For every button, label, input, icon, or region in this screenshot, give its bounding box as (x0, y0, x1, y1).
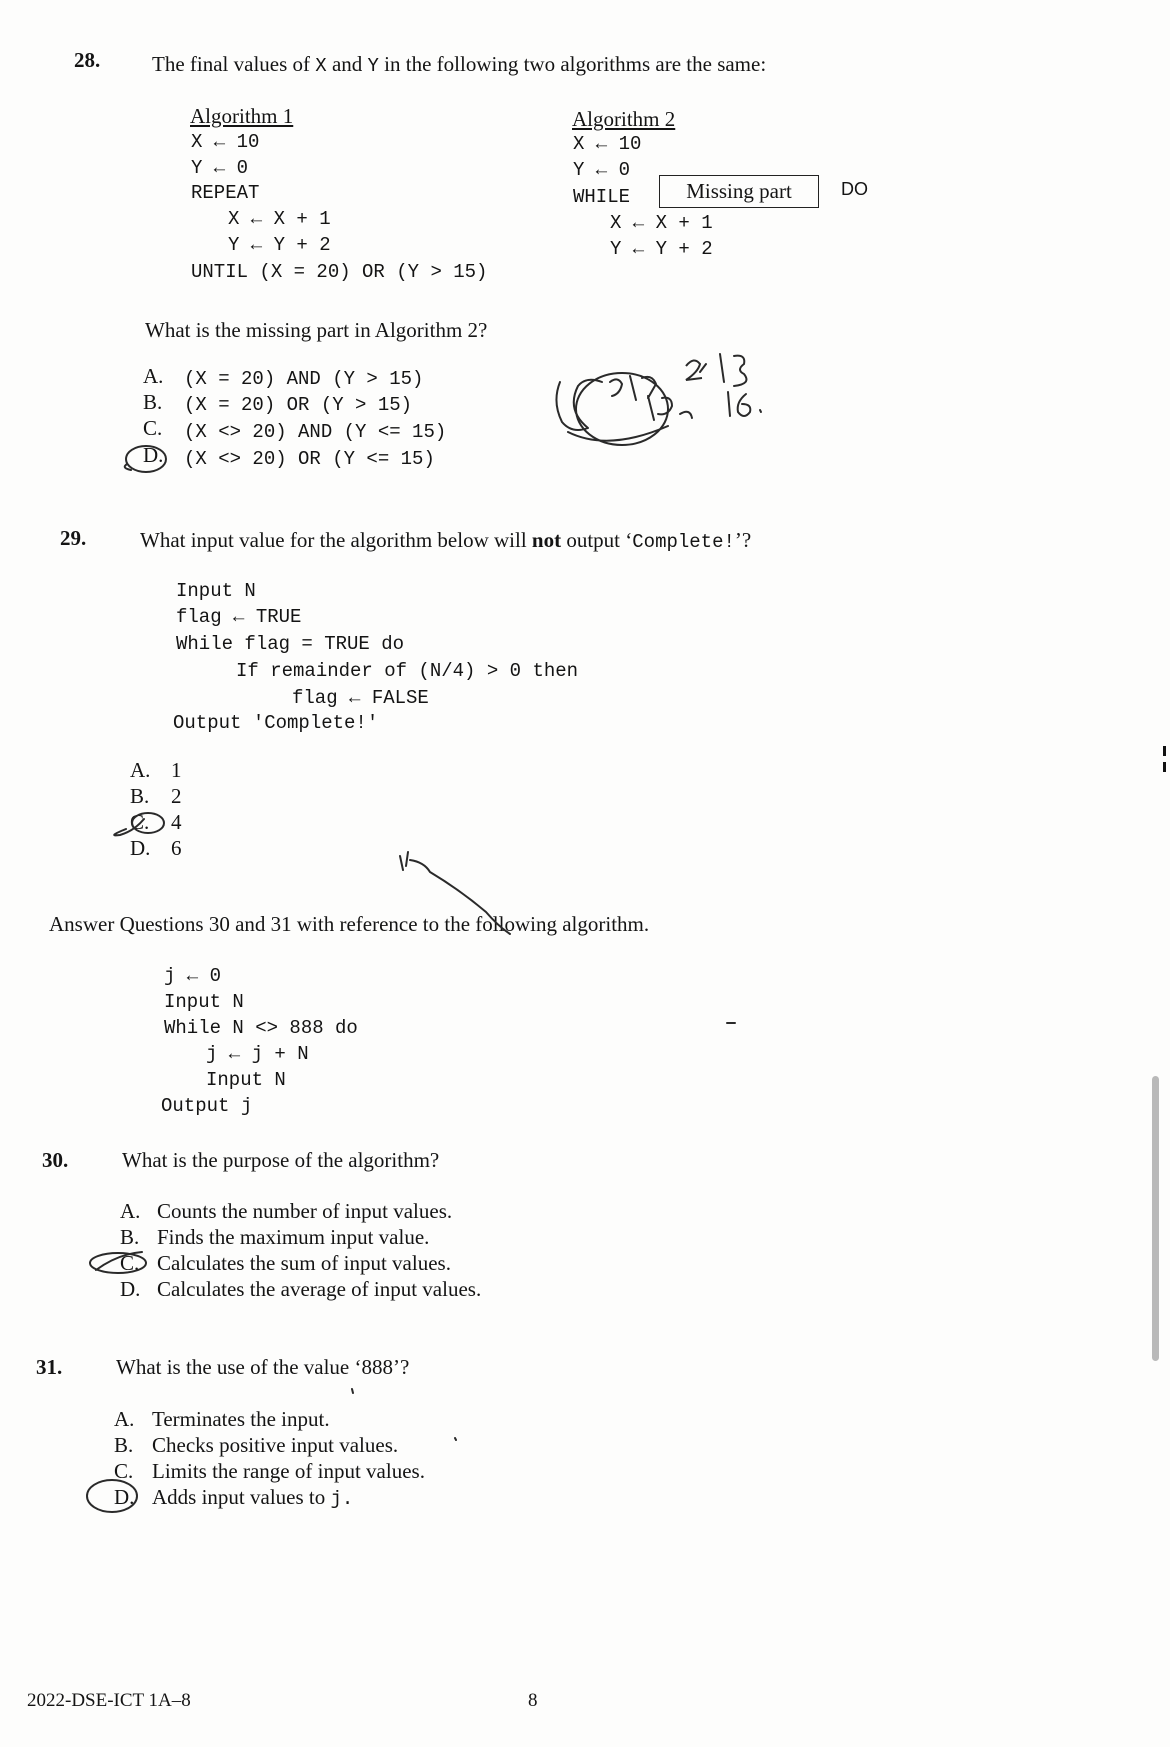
shared-code-line: Input N (206, 1069, 286, 1091)
handwritten-13 (700, 354, 746, 386)
alg1-line: X ← X + 1 (228, 208, 331, 230)
alg2-line: Y ← 0 (573, 159, 631, 181)
q28-option-text: (X <> 20) AND (Y <= 15) (184, 421, 447, 443)
q29-option-text: 1 (171, 758, 182, 782)
q29-code-line: Output 'Complete!' (173, 712, 379, 734)
q30-option-text: Finds the maximum input value. (157, 1225, 430, 1249)
shared-code-line: Input N (164, 991, 244, 1013)
q31-option-text: Terminates the input. (152, 1407, 330, 1431)
shared-code-line: j ← j + N (206, 1043, 309, 1065)
alg2-do-keyword: DO (841, 179, 868, 199)
q29-code-line: Input N (176, 580, 256, 602)
alg1-line: X ← 10 (191, 131, 260, 153)
q28-option-letter: B. (143, 390, 163, 414)
alg1-title: Algorithm 1 (190, 104, 294, 128)
q30-option-text: Counts the number of input values. (157, 1199, 453, 1223)
edge-mark (1163, 746, 1166, 756)
q28-number: 28. (74, 48, 101, 72)
alg2-line: X ← X + 1 (610, 212, 713, 234)
q29-stem-not: not (531, 528, 562, 552)
handwritten-2 (686, 360, 702, 380)
q28-option-letter: A. (143, 364, 164, 388)
q30-option-letter: C. (120, 1251, 140, 1275)
q29-option-text: 4 (171, 810, 182, 834)
q28-stem-post: in the following two algorithms are the same: (378, 52, 767, 76)
alg2-while-keyword: WHILE (573, 186, 631, 208)
q29-stem-code: Complete! (632, 531, 735, 553)
vertical-scrollbar-thumb[interactable] (1152, 1076, 1159, 1361)
q31-option-letter: A. (114, 1407, 135, 1431)
q29-code-line: flag ← FALSE (292, 687, 429, 709)
footer-exam-code: 2022-DSE-ICT 1A–8 (27, 1690, 191, 1711)
scribble (556, 380, 602, 430)
q30-number: 30. (42, 1148, 69, 1172)
q29-option-letter: B. (130, 784, 150, 808)
q31-option-d-text: Adds input values to (152, 1485, 326, 1509)
q31-number: 31. (36, 1355, 63, 1379)
q29-code-line: While flag = TRUE do (176, 633, 405, 655)
q30-31-intro: Answer Questions 30 and 31 with reference to the following algorithm. (49, 912, 650, 936)
q30-question: What is the purpose of the algorithm? (122, 1148, 440, 1172)
q29-code-line: flag ← TRUE (176, 606, 302, 628)
q28-question: What is the missing part in Algorithm 2? (145, 318, 488, 342)
q29-stem-post: ’? (734, 528, 752, 552)
missing-part-box: Missing part (659, 175, 819, 208)
q31-question: What is the use of the value ‘888’? (116, 1355, 410, 1379)
q29-option-letter: A. (130, 758, 151, 782)
q28-option-text: (X = 20) OR (Y > 15) (184, 394, 413, 416)
q28-var-x: X (315, 55, 327, 77)
q29-option-text: 6 (171, 836, 182, 860)
handwritten-dot (760, 410, 761, 412)
q29-option-text: 2 (171, 784, 182, 808)
alg1-line: UNTIL (X = 20) OR (Y > 15) (191, 261, 488, 283)
q28-stem-pre: The final values of (152, 52, 316, 76)
answer-circle-tail (125, 464, 131, 470)
q29-number: 29. (60, 526, 87, 550)
shared-code-line: Output j (161, 1095, 253, 1117)
scribble (568, 426, 668, 441)
q31-option-text: Limits the range of input values. (152, 1459, 425, 1483)
q31-option-d-code: j. (330, 1488, 354, 1510)
q28-option-letter: D. (143, 443, 164, 467)
footer-page-number: 8 (528, 1690, 538, 1711)
q30-option-text: Calculates the sum of input values. (157, 1251, 451, 1275)
alg2-title: Algorithm 2 (572, 107, 676, 131)
q30-option-letter: A. (120, 1199, 141, 1223)
q29-option-letter: D. (130, 836, 151, 860)
q28-stem-and: and (326, 52, 368, 76)
scribble (648, 396, 692, 420)
q29-option-letter: C. (130, 810, 150, 834)
q31-option-text: Checks positive input values. (152, 1433, 399, 1457)
shared-code-line: j ← 0 (164, 965, 222, 987)
alg2-line: X ← 10 (573, 133, 642, 155)
q29-stem-pre: What input value for the algorithm below will (140, 528, 532, 552)
q31-option-letter: D. (114, 1485, 135, 1509)
q31-option-letter: C. (114, 1459, 134, 1483)
alg1-line: Y ← 0 (191, 157, 249, 179)
q31-option-letter: B. (114, 1433, 134, 1457)
q28-option-letter: C. (143, 416, 163, 440)
q29-stem (140, 528, 751, 553)
q30-option-text: Calculates the average of input values. (157, 1277, 482, 1301)
q30-option-letter: B. (120, 1225, 140, 1249)
scribble (610, 376, 656, 400)
edge-mark (1163, 762, 1166, 772)
q28-var-y: Y (367, 55, 379, 77)
handwritten-16 (728, 392, 750, 416)
q28-option-text: (X = 20) AND (Y > 15) (184, 368, 424, 390)
q31-option-text (152, 1485, 353, 1510)
q28-stem (152, 52, 766, 77)
alg2-line: Y ← Y + 2 (610, 238, 713, 260)
alg1-line: Y ← Y + 2 (228, 234, 331, 256)
shared-code-line: While N <> 888 do (164, 1017, 358, 1039)
alg1-line: REPEAT (191, 182, 260, 204)
q30-option-letter: D. (120, 1277, 141, 1301)
q28-option-text: (X <> 20) OR (Y <= 15) (184, 448, 435, 470)
q29-stem-mid: output ‘ (561, 528, 633, 552)
scribble-circle (576, 373, 668, 445)
q29-code-line: If remainder of (N/4) > 0 then (236, 660, 579, 682)
